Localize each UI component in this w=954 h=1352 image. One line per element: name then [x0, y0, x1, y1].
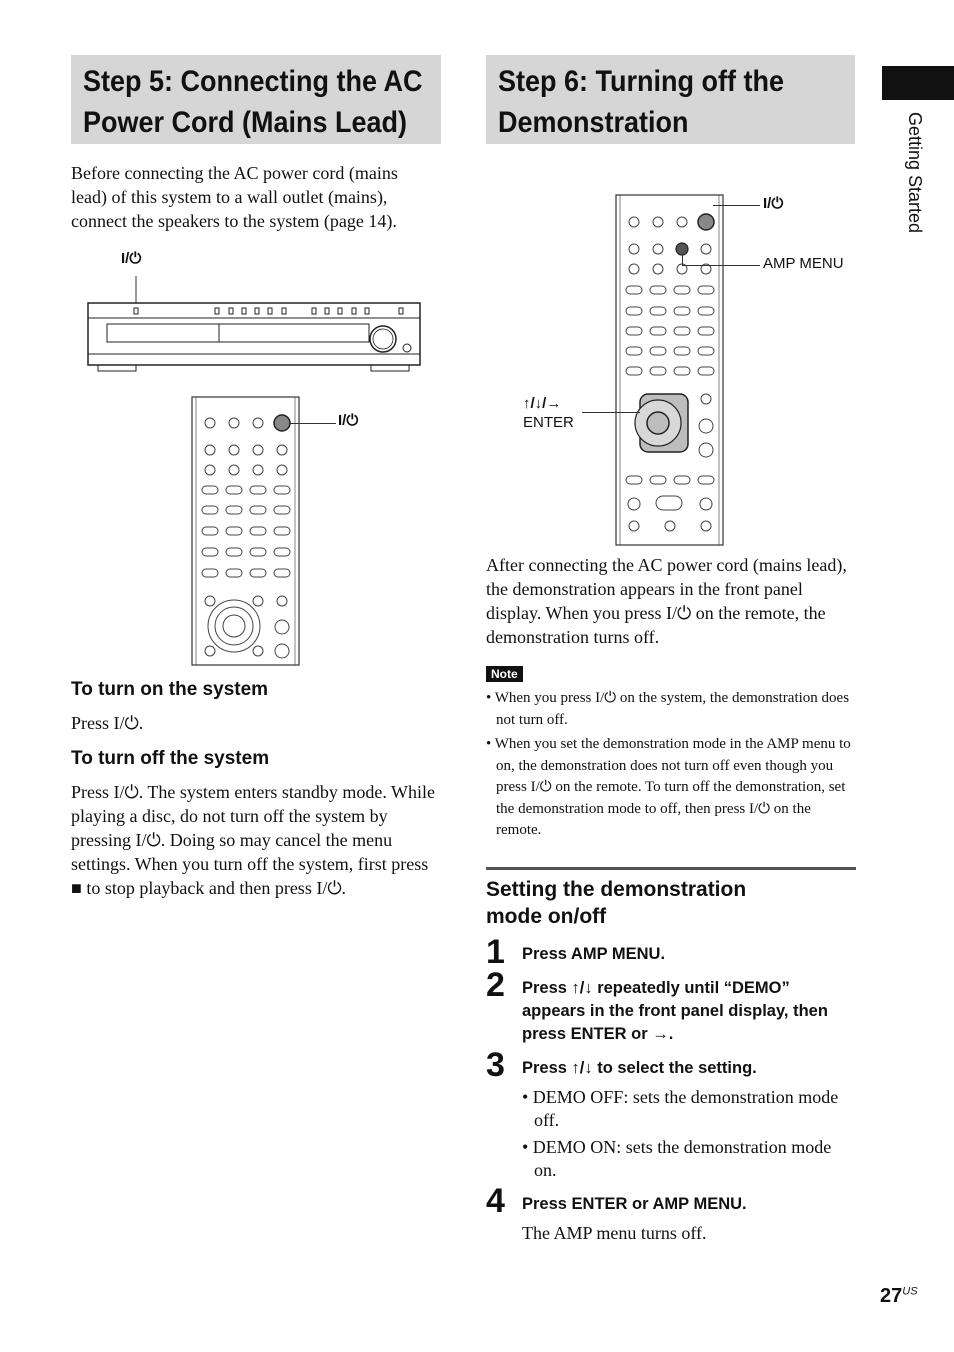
note-badge: [486, 665, 523, 683]
step5-heading-box: [71, 55, 441, 144]
step-number-1: 1: [486, 933, 505, 971]
sidebar-section-label: Getting Started: [905, 112, 925, 234]
note-item: • When you set the demonstration mode in the AMP menu to on, the demonstration does not turn off even though you press I/⏻ on the remote. To turn off the demonstration, set the demonstration mode to off, then press I/⏻ on the remote.: [486, 736, 851, 838]
step6-heading: [498, 61, 809, 143]
arrows-callout-label: ↑/↓/→: [523, 395, 562, 412]
page-number-value: 27: [880, 1285, 903, 1307]
section-heading-line1: Setting the demonstration: [486, 878, 747, 901]
sidebar-tab-marker: [882, 66, 954, 100]
amp-menu-callout-label: AMP MENU: [763, 255, 844, 272]
step-4-result: The AMP menu turns off.: [522, 1223, 707, 1243]
step5-heading: [83, 61, 423, 143]
step-1-text: Press AMP MENU.: [522, 945, 666, 963]
step-4-text: Press ENTER or AMP MENU.: [522, 1195, 747, 1213]
step6-heading-box: [486, 55, 855, 144]
amp-menu-callout-line-h: [682, 265, 760, 266]
remote-left-callout-line: [290, 423, 336, 424]
remote-left-power-label: I/⏻: [338, 412, 359, 429]
step6-intro: After connecting the AC power cord (mains lead), the demonstration appears in the front panel display. When you press I/⏻ on the remote, the demonstration turns off.: [486, 555, 847, 647]
remote-illustration-left: [190, 396, 302, 666]
demo-on-option: • DEMO ON: sets the demonstration mode on.: [522, 1137, 832, 1180]
section-heading-line2: mode on/off: [486, 905, 607, 928]
enter-callout-label: ENTER: [523, 414, 574, 431]
step5-heading-line2: Power Cord (Mains Lead): [83, 106, 408, 139]
note-item: • When you press I/⏻ on the system, the demonstration does not turn off.: [486, 690, 850, 728]
receiver-power-label: I/⏻: [121, 250, 142, 267]
step-3-text: Press ↑/↓ to select the setting.: [522, 1059, 757, 1077]
enter-callout-line: [582, 412, 640, 413]
step5-intro: Before connecting the AC power cord (mains lead) of this system to a wall outlet (mains), connect the speakers to the system (page 14).: [71, 163, 398, 231]
note-label: Note: [486, 666, 523, 682]
remote-illustration-right: [614, 194, 726, 546]
step-3-options: [522, 1086, 856, 1186]
step-number-2: 2: [486, 966, 505, 1004]
step6-heading-line2: Demonstration: [498, 106, 689, 139]
receiver-illustration: [85, 250, 425, 375]
note-list: [486, 688, 856, 845]
section-heading: [486, 876, 746, 930]
step-number-4: 4: [486, 1182, 505, 1220]
amp-menu-callout-line: [682, 254, 683, 265]
step5-heading-line1: Step 5: Connecting the AC: [83, 65, 423, 98]
step-number-3: 3: [486, 1046, 505, 1084]
step-2-text: Press ↑/↓ repeatedly until “DEMO” appears in the front panel display, then press ENTER or →.: [522, 979, 828, 1043]
section-divider: [486, 867, 856, 870]
page-number-suffix: US: [902, 1285, 918, 1298]
power-callout-line: [713, 205, 760, 206]
turn-off-heading: To turn off the system: [71, 748, 270, 769]
demo-off-option: • DEMO OFF: sets the demonstration mode off.: [522, 1087, 839, 1130]
turn-off-text: Press I/⏻. The system enters standby mode. While playing a disc, do not turn off the system by pressing I/⏻. Doing so may cancel the menu settings. When you turn off the system, first press ■ to stop playback and then press I/⏻.: [71, 782, 436, 898]
turn-on-text: Press I/⏻.: [71, 713, 144, 733]
page-number: [880, 1285, 918, 1308]
power-callout-label: I/⏻: [763, 195, 784, 212]
step6-heading-line1: Step 6: Turning off the: [498, 65, 784, 98]
turn-on-heading: To turn on the system: [71, 679, 269, 700]
